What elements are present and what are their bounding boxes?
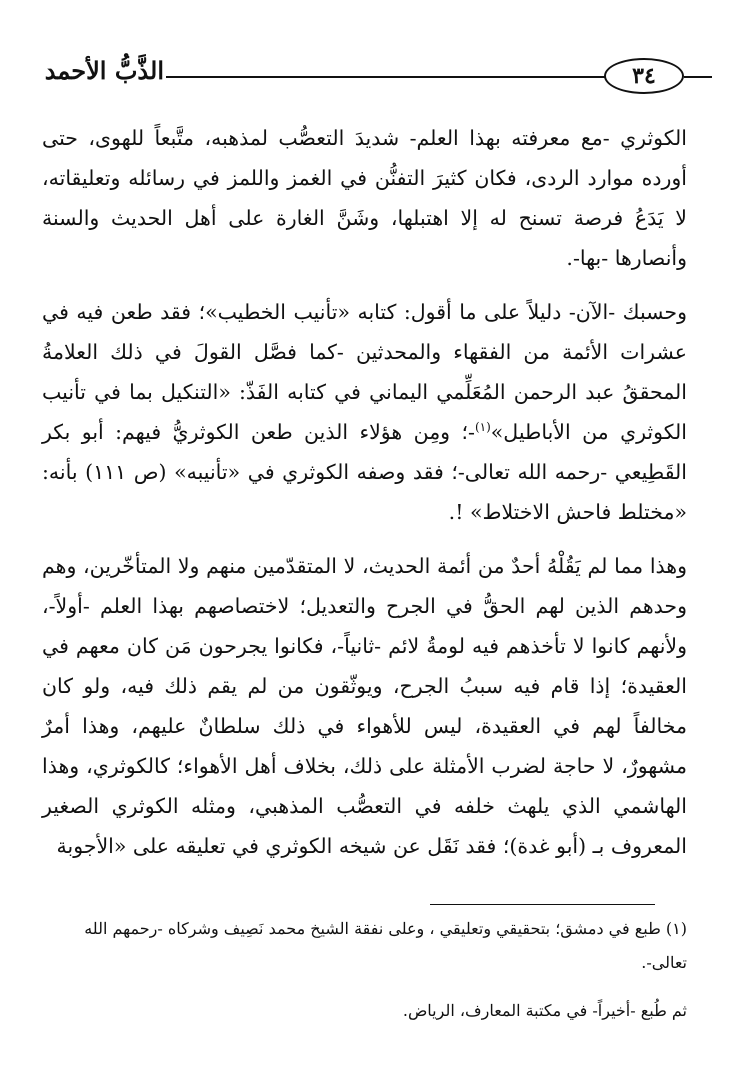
paragraph-1: الكوثري -مع معرفته بهذا العلم- شديدَ التعصُّب لمذهبه، متَّبعاً للهوى، حتى أورده موارد الردى، فكان كثيرَ التفنُّن في الغمز واللمز في رسائله وتعليقاته، لا يَدَعُ فرصة تسنح له إلا اهتبلها، وشَنَّ الغارة على أهل الحديث والسنة وأنصارها -بها-. [42, 126, 687, 270]
paragraph-2 [42, 292, 687, 532]
footnote-reference[interactable]: (١) [474, 420, 491, 435]
footnote-1-continuation: ثم طُبع -أخيراً- في مكتبة المعارف، الرياض. [402, 1001, 687, 1020]
main-text [42, 118, 687, 866]
paragraph-2-tail: -؛ ومِن هؤلاء الذين طعن الكوثريُّ فيهم: أبو بكر القَطِيعي -رحمه الله تعالى-؛ فقد وصفه الكوثري في «تأنيبه» (ص ١١١) بأنه: «مختلط فاحش الاختلاط» !. [42, 420, 688, 524]
header-rule [166, 76, 606, 78]
page-number: ٣٤ [604, 58, 684, 94]
header-rule-right [684, 76, 712, 78]
running-title: الذَّبُّ الأحمد [44, 56, 164, 85]
footnote-1: (١) طبع في دمشق؛ بتحقيقي وتعليقي ، وعلى نفقة الشيخ محمد نَصِيف وشركاه -رحمهم الله تعالى-. [84, 919, 687, 972]
footnotes [42, 912, 687, 1028]
footnote-separator [430, 904, 655, 905]
paragraph-2-text: وحسبك -الآن- دليلاً على ما أقول: كتابه «تأنيب الخطيب»؛ فقد طعن فيه في عشرات الأئمة من الفقهاء والمحدثين -كما فصَّل القولَ في ذلك العلامةُ المحققُ عبد الرحمن المُعَلِّمي اليماني في كتابه الفَذّ: «التنكيل بما في تأنيب الكوثري من الأباطيل» [42, 300, 687, 444]
page-header [36, 54, 686, 100]
paragraph-3: وهذا مما لم يَقُلْهُ أحدٌ من أئمة الحديث، لا المتقدّمين منهم ولا المتأخّرين، وهم وحدهم الذين لهم الحقُّ في الجرح والتعديل؛ لاختصاصهم بهذا العلم -أولاً-، ولأنهم كانوا لا تأخذهم فيه لومةُ لائم -ثانياً-، فكانوا يجرحون مَن كان معهم في العقيدة؛ إذا قام فيه سببُ الجرح، ويوثّقون من لم يقم ذلك فيه، ولو كان مخالفاً لهم في العقيدة، ليس للأهواء في ذلك سلطانٌ عليهم، وهذا أمرٌ مشهورٌ، لا حاجة لضرب الأمثلة على ذلك، بخلاف أهل الأهواء؛ كالكوثري، وهذا الهاشمي الذي يلهث خلفه في التعصُّب المذهبي، ومثله الكوثري الصغير المعروف بـ (أبو غدة)؛ فقد نَقَل عن شيخه الكوثري في تعليقه على «الأجوبة [42, 554, 687, 858]
